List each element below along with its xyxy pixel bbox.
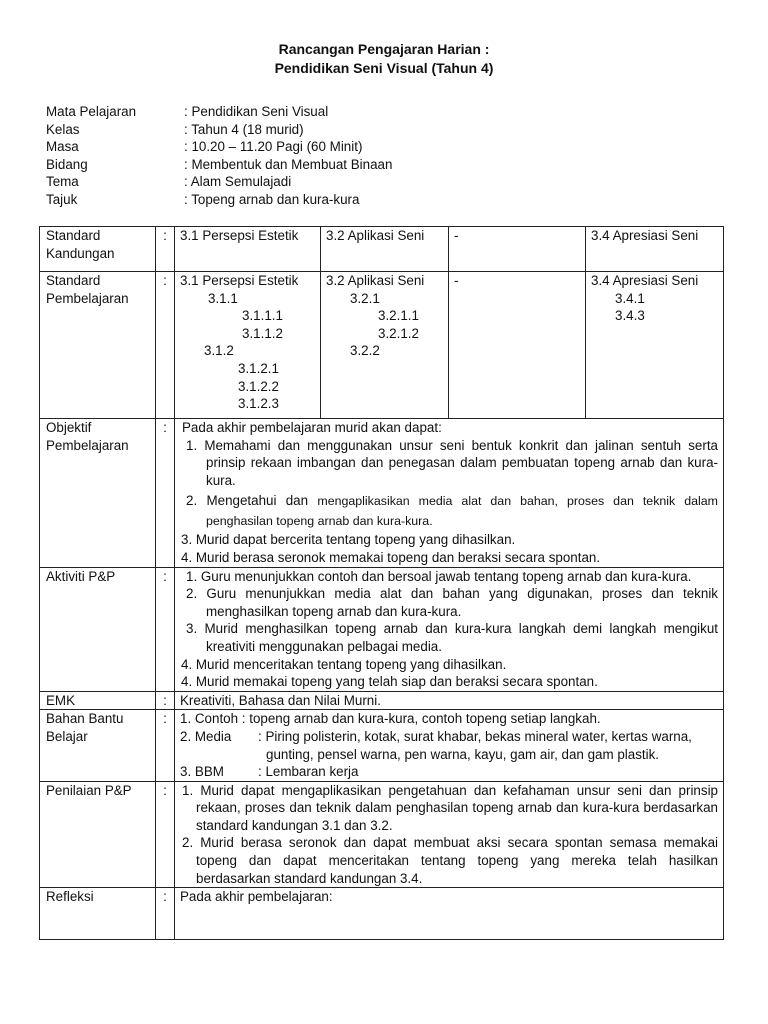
row-label-line: Pembelajaran <box>46 437 129 453</box>
row-objektif <box>40 419 724 568</box>
sp-item: 3.1 Persepsi Estetik <box>180 273 299 288</box>
lesson-info <box>46 103 706 209</box>
info-row-kelas <box>46 121 706 139</box>
info-label: Masa <box>46 139 79 155</box>
sk-cell-persepsi: 3.1 Persepsi Estetik <box>175 227 321 272</box>
aktiviti-item: 2. Guru menunjukkan media alat dan bahan yang digunakan, proses dan teknik menghasilkan topeng arnab dan kura-kura. <box>186 586 718 619</box>
sp-cell-aplikasi <box>321 272 449 419</box>
bahan-item: 1. Contoh : topeng arnab dan kura-kura, contoh topeng setiap langkah. <box>180 711 601 727</box>
info-label: Kelas <box>46 121 80 137</box>
sp-item: 3.1.1.1 <box>242 308 283 324</box>
row-label: Aktiviti P&P <box>40 567 156 691</box>
row-label <box>40 272 156 419</box>
sp-item: 3.4.1 <box>615 290 645 306</box>
sp-cell-apresiasi <box>586 272 724 419</box>
row-emk <box>40 691 724 710</box>
objektif-item-number: 2. <box>186 493 198 509</box>
row-label-line: Belajar <box>46 728 88 744</box>
info-label: Bidang <box>46 156 88 172</box>
row-label-line: Bahan Bantu <box>46 711 124 727</box>
penilaian-item: 1. Murid dapat mengaplikasikan pengetahuan dan kefahaman unsur seni dan prinsip rekaan, proses dan teknik dalam penghasilan topeng arnab dan kura-kura berdasarkan standard kandungan 3.1 dan 3.2. <box>182 782 718 833</box>
sp-item: 3.1.1.2 <box>242 325 283 341</box>
title-line-1: Rancangan Pengajaran Harian : <box>278 41 490 57</box>
row-standard-pembelajaran <box>40 272 724 419</box>
sp-item: 3.1.1 <box>208 290 238 306</box>
aktiviti-item: 4. Murid menceritakan tentang topeng yang dihasilkan. <box>181 656 507 672</box>
row-bahan-bantu <box>40 710 724 781</box>
objektif-item <box>180 489 718 531</box>
row-penilaian <box>40 781 724 888</box>
sp-item: 3.4 Apresiasi Seni <box>591 273 699 288</box>
bahan-item-value: : Piring polisterin, kotak, surat khabar, bekas mineral water, kertas warna, gunting, pensel warna, pen warna, kayu, gam air, dan gam plastik. <box>258 728 692 762</box>
row-label-line: Standard <box>46 228 101 243</box>
penilaian-item: 2. Murid berasa seronok dan dapat membuat aksi secara spontan semasa memakai topeng dan dapat menceritakan tentang topeng yang mereka telah hasilkan berdasarkan standard kandungan 3.4. <box>182 835 718 886</box>
penilaian-content <box>175 781 724 888</box>
sp-item: 3.2.1 <box>350 290 380 306</box>
info-value: : Pendidikan Seni Visual <box>184 104 329 119</box>
row-label <box>40 419 156 568</box>
sp-item: 3.2.1.1 <box>378 308 419 324</box>
row-colon: : <box>156 888 175 940</box>
row-colon: : <box>156 691 175 710</box>
bahan-item <box>180 763 718 781</box>
row-colon: : <box>156 272 175 419</box>
aktiviti-item: 1. Guru menunjukkan contoh dan bersoal jawab tentang topeng arnab dan kura-kura. <box>186 568 692 584</box>
bahan-content <box>175 710 724 781</box>
info-row-masa <box>46 138 706 156</box>
objektif-content <box>175 419 724 568</box>
sk-cell-apresiasi: 3.4 Apresiasi Seni <box>586 227 724 272</box>
row-label-line: Objektif <box>46 420 92 435</box>
sp-cell-persepsi <box>175 272 321 419</box>
sp-item: 3.4.3 <box>615 308 645 324</box>
row-colon: : <box>156 419 175 568</box>
row-aktiviti <box>40 567 724 691</box>
sp-item: 3.1.2.3 <box>238 396 279 412</box>
sk-cell-empty: - <box>449 227 586 272</box>
row-colon: : <box>156 567 175 691</box>
info-value: : Alam Semulajadi <box>184 174 292 190</box>
bahan-item-label: 2. Media <box>180 728 232 744</box>
row-standard-kandungan <box>40 227 724 272</box>
lesson-plan-table <box>39 226 724 940</box>
row-label-line: Pembelajaran <box>46 290 129 306</box>
sp-cell-empty: - <box>449 272 586 419</box>
sp-item: 3.1.2.2 <box>238 378 279 394</box>
bahan-item <box>180 728 718 763</box>
row-label-line: Standard <box>46 273 101 288</box>
row-label: EMK <box>40 691 156 710</box>
sp-item: 3.2 Aplikasi Seni <box>326 273 425 288</box>
row-refleksi <box>40 888 724 940</box>
objektif-intro: Pada akhir pembelajaran murid akan dapat: <box>182 420 442 435</box>
row-label-line: Kandungan <box>46 245 115 261</box>
objektif-item: 3. Murid dapat bercerita tentang topeng yang dihasilkan. <box>181 532 516 548</box>
info-label: Tema <box>46 174 79 190</box>
info-value: : 10.20 – 11.20 Pagi (60 Minit) <box>184 139 363 155</box>
info-row-mata-pelajaran <box>46 103 706 121</box>
bahan-item-value: : Lembaran kerja <box>258 764 359 780</box>
aktiviti-item: 3. Murid menghasilkan topeng arnab dan kura-kura langkah demi langkah mengikut kreativiti menggunakan pelbagai media. <box>186 621 718 654</box>
row-label <box>40 710 156 781</box>
objektif-item: 4. Murid berasa seronok memakai topeng dan beraksi secara spontan. <box>181 549 601 565</box>
info-value: : Topeng arnab dan kura-kura <box>184 191 360 207</box>
refleksi-content: Pada akhir pembelajaran: <box>175 888 724 940</box>
bahan-item-label: 3. BBM <box>180 764 224 780</box>
document-title <box>0 40 768 78</box>
info-label: Tajuk <box>46 191 78 207</box>
sp-item: 3.2.1.2 <box>378 325 419 341</box>
emk-content: Kreativiti, Bahasa dan Nilai Murni. <box>175 691 724 710</box>
row-label: Penilaian P&P <box>40 781 156 888</box>
info-label: Mata Pelajaran <box>46 104 137 119</box>
info-row-bidang <box>46 156 706 174</box>
aktiviti-item: 4. Murid memakai topeng yang telah siap dan beraksi secara spontan. <box>181 674 598 690</box>
info-value: : Tahun 4 (18 murid) <box>184 121 304 137</box>
row-label <box>40 227 156 272</box>
sp-item: 3.1.2.1 <box>238 360 279 376</box>
sp-item: 3.2.2 <box>350 343 380 359</box>
row-colon: : <box>156 710 175 781</box>
info-value: : Membentuk dan Membuat Binaan <box>184 156 393 172</box>
info-row-tajuk <box>46 191 706 209</box>
sk-cell-aplikasi: 3.2 Aplikasi Seni <box>321 227 449 272</box>
objektif-item: 1. Memahami dan menggunakan unsur seni bentuk konkrit dan jalinan sentuh serta prinsip rekaan imbangan dan penegasan dalam pembuatan topeng arnab dan kura-kura. <box>186 437 718 488</box>
info-row-tema <box>46 173 706 191</box>
sp-item: 3.1.2 <box>204 343 234 359</box>
objektif-item-text: Mengetahui dan <box>206 493 309 509</box>
aktiviti-content <box>175 567 724 691</box>
row-colon: : <box>156 781 175 888</box>
objektif-item-text: mengaplikasikan media alat dan bahan, proses dan teknik dalam penghasilan topeng arnab dan kura-kura. <box>206 494 718 529</box>
title-line-2: Pendidikan Seni Visual (Tahun 4) <box>274 60 494 76</box>
row-label: Refleksi <box>40 888 156 940</box>
row-colon: : <box>156 227 175 272</box>
